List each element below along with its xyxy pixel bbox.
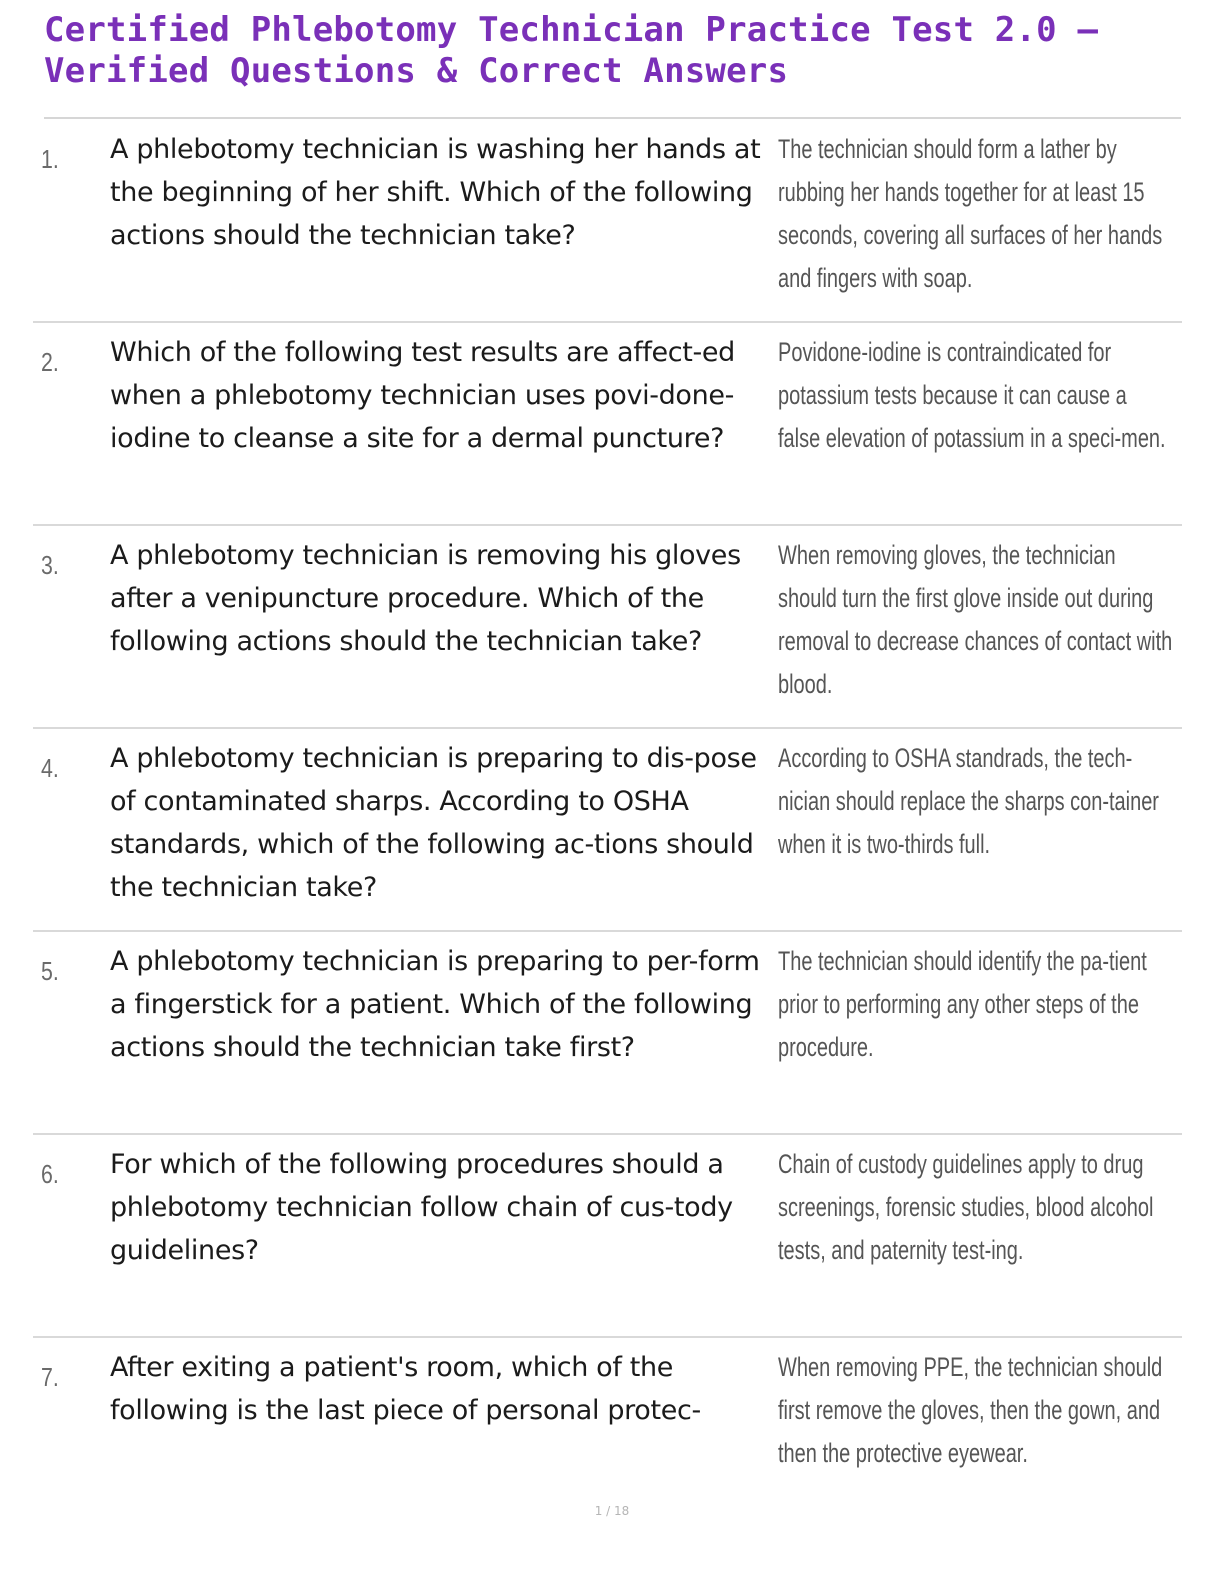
- qa-row-3: [33, 526, 1182, 729]
- qa-row-1: [33, 120, 1182, 323]
- qa-list: [33, 120, 1182, 1528]
- title-divider: [44, 117, 1181, 119]
- question-number: 1.: [41, 144, 59, 174]
- question-number: 4.: [41, 753, 59, 783]
- page-number: 1 / 18: [594, 1504, 630, 1518]
- qa-row-6: [33, 1135, 1182, 1338]
- question-text: After exiting a patient's room, which of the following is the last piece of personal protec-: [110, 1352, 701, 1426]
- answer-text: Chain of custody guidelines apply to drug screenings, forensic studies, blood alcohol tests, and paternity test-ing.: [778, 1149, 1154, 1265]
- question-text: A phlebotomy technician is removing his gloves after a venipuncture procedure. Which of the following actions should the technician take?: [110, 540, 741, 657]
- answer-text: The technician should identify the pa-tient prior to performing any other steps of the procedure.: [778, 946, 1147, 1062]
- qa-row-2: [33, 323, 1182, 526]
- qa-row-7: [33, 1338, 1182, 1528]
- question-number: 3.: [41, 550, 59, 580]
- question-text: A phlebotomy technician is preparing to per-form a fingerstick for a patient. Which of the following actions should the technician take first?: [110, 946, 760, 1063]
- page-title: Certified Phlebotomy Technician Practice Test 2.0 – Verified Questions & Correct Answers: [44, 10, 1099, 91]
- question-number: 7.: [41, 1362, 59, 1392]
- question-number: 2.: [41, 347, 59, 377]
- question-text: A phlebotomy technician is preparing to dis-pose of contaminated sharps. According to OSHA standards, which of the following ac-tions should the technician take?: [110, 743, 757, 903]
- question-text: A phlebotomy technician is washing her hands at the beginning of her shift. Which of the following actions should the technician take?: [110, 134, 761, 251]
- answer-text: Povidone-iodine is contraindicated for potassium tests because it can cause a false elevation of potassium in a speci-men.: [778, 337, 1166, 453]
- question-number: 6.: [41, 1159, 59, 1189]
- question-text: For which of the following procedures should a phlebotomy technician follow chain of cus-tody guidelines?: [110, 1149, 733, 1266]
- question-text: Which of the following test results are affect-ed when a phlebotomy technician uses povi-done-iodine to cleanse a site for a dermal puncture?: [110, 337, 735, 454]
- answer-text: According to OSHA standrads, the tech-nician should replace the sharps con-tainer when it is two-thirds full.: [778, 743, 1159, 859]
- qa-row-4: [33, 729, 1182, 932]
- question-number: 5.: [41, 956, 59, 986]
- answer-text: When removing gloves, the technician should turn the first glove inside out during removal to decrease chances of contact with blood.: [778, 540, 1173, 699]
- answer-text: When removing PPE, the technician should first remove the gloves, then the gown, and then the protective eyewear.: [778, 1352, 1163, 1468]
- answer-text: The technician should form a lather by rubbing her hands together for at least 15 seconds, covering all surfaces of her hands and fingers with soap.: [778, 134, 1163, 293]
- qa-row-5: [33, 932, 1182, 1135]
